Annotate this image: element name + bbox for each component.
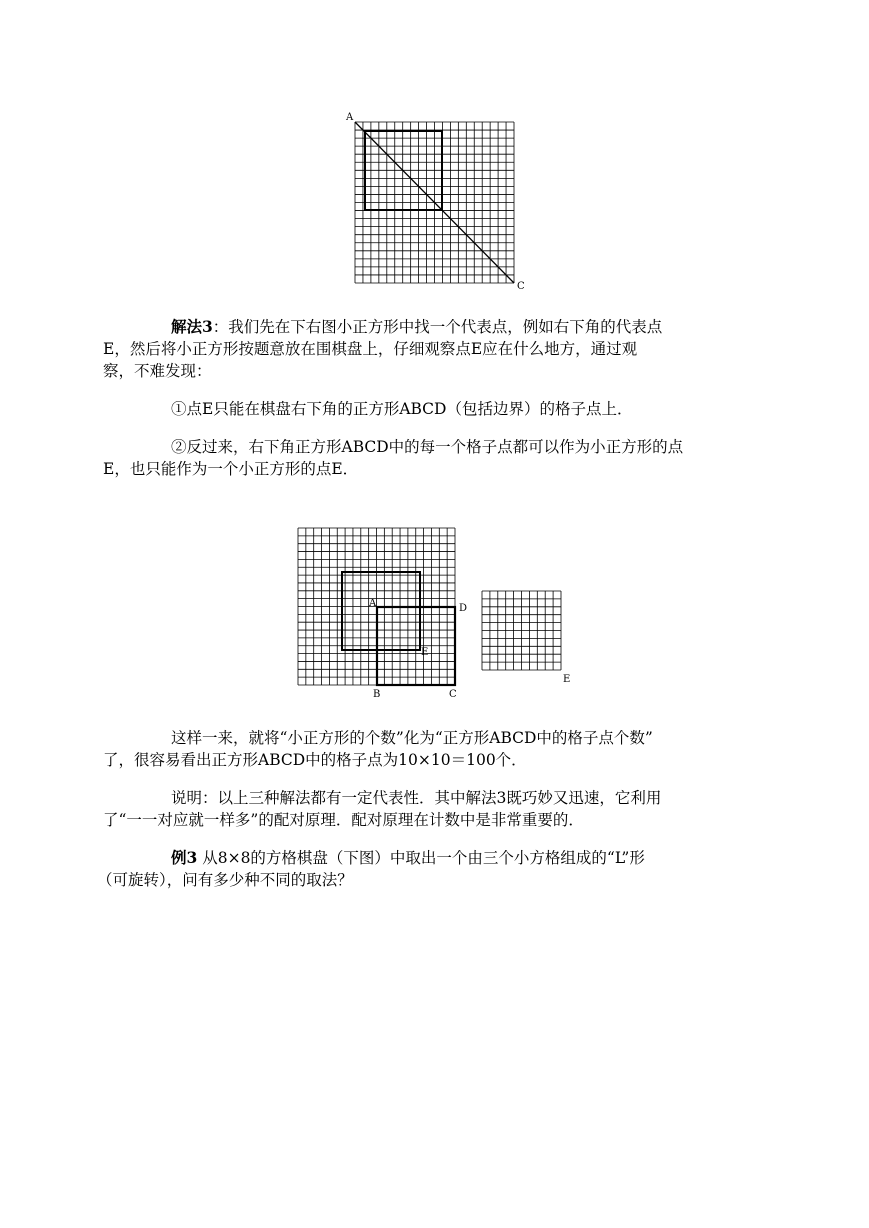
example-3-heading: 例3	[171, 848, 198, 867]
conclusion-line1: 这样一来，就将“小正方形的个数”化为“正方形ABCD中的格子点个数”	[171, 729, 653, 747]
figure-1-grid-diagonal	[340, 108, 530, 293]
example-3-paragraph	[97, 847, 737, 891]
point-2-line2: E，也只能作为一个小正方形的点E．	[103, 460, 359, 478]
label-c: C	[517, 281, 525, 292]
point-2-line1: ②反过来，右下角正方形ABCD中的每一个格子点都可以作为小正方形的点	[171, 438, 684, 456]
solution-3-heading: 解法3	[171, 317, 213, 336]
note-paragraph	[103, 787, 737, 831]
grid-small	[482, 591, 561, 670]
conclusion-line2: 了，很容易看出正方形ABCD中的格子点为10×10＝100个．	[103, 751, 527, 769]
label-d: D	[459, 603, 468, 614]
label-c: C	[449, 689, 457, 700]
point-1: ①点E只能在棋盘右下角的正方形ABCD（包括边界）的格子点上．	[171, 400, 633, 418]
example-3-line2: （可旋转），问有多少种不同的取法？	[97, 871, 353, 889]
label-e-inner: E	[421, 647, 429, 658]
note-line2: 了“一一对应就一样多”的配对原理．配对原理在计数中是非常重要的．	[103, 811, 584, 829]
example-3-line1: 从8×8的方格棋盘（下图）中取出一个由三个小方格组成的“L”形	[197, 849, 645, 867]
note-line1: 说明：以上三种解法都有一定代表性．其中解法3既巧妙又迅速，它利用	[171, 789, 662, 807]
label-e: E	[563, 674, 571, 685]
solution-3-line1: ：我们先在下右图小正方形中找一个代表点，例如右下角的代表点	[212, 318, 663, 336]
solution-3-line3: 察，不难发现：	[103, 362, 212, 380]
label-a: A	[369, 598, 377, 609]
figure-2-board	[290, 520, 580, 705]
point-2-paragraph	[103, 436, 737, 480]
conclusion-paragraph	[103, 727, 737, 771]
solution-3-line2: E，然后将小正方形按题意放在围棋盘上，仔细观察点E应在什么地方，通过观	[103, 340, 638, 358]
label-a: A	[346, 112, 354, 123]
solution-3-paragraph	[103, 316, 737, 382]
label-b: B	[373, 689, 381, 700]
